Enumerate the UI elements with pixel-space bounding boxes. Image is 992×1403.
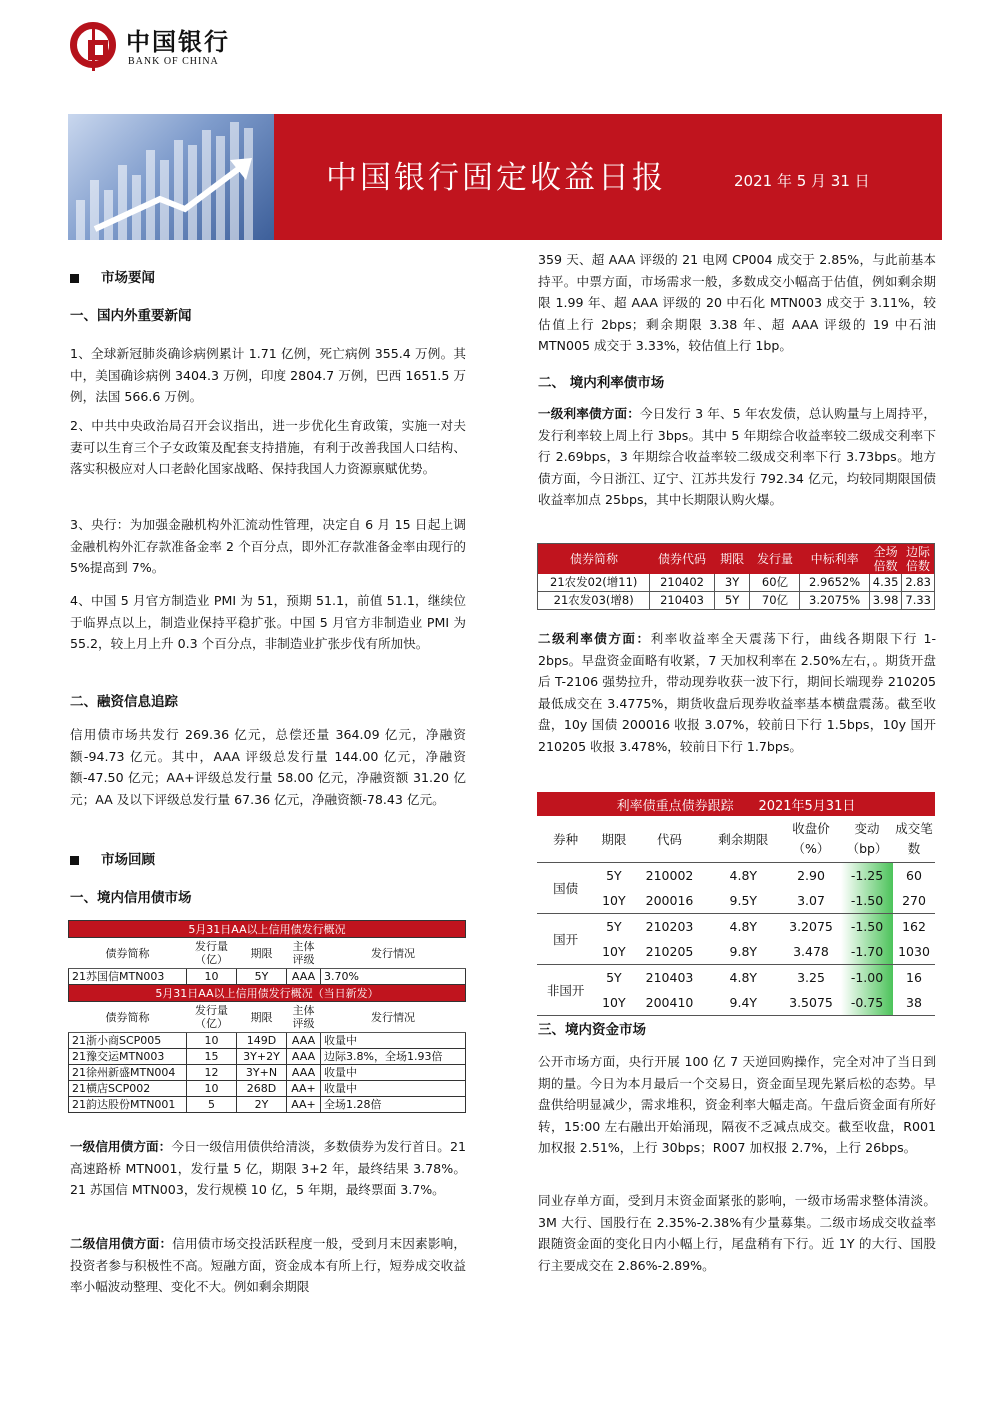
growth-chart-image: [68, 114, 274, 240]
logo-chinese-name: 中国银行: [126, 27, 230, 56]
table-row: 21徐州新盛MTN004 12 3Y+N AAA 收量中: [69, 1065, 466, 1081]
column-header: 期限: [237, 1002, 287, 1033]
column-header: 中标利率: [800, 544, 869, 575]
news-item-1: 1、全球新冠肺炎确诊病例累计 1.71 亿例，死亡病例 355.4 万例。其中，美国确诊病例 3404.3 万例，印度 2804.7 万例，巴西 1651.5 万例，法国 566.6 万例。: [70, 346, 466, 404]
square-bullet-icon: [70, 856, 79, 865]
report-banner: [68, 114, 942, 240]
report-date: 2021 年 5 月 31 日: [734, 172, 870, 190]
table-row: 21苏国信MTN003 10 5Y AAA 3.70%: [69, 969, 466, 985]
section-heading-market-review: 市场回顾: [70, 848, 155, 868]
column-header: 债券简称: [538, 544, 650, 575]
table-title: 5月31日AA以上信用债发行概况: [69, 921, 466, 938]
table-row: 10Y 210205 9.8Y 3.478 -1.70 1030: [537, 939, 935, 965]
funding-paragraph-1: 公开市场方面，央行开展 100 亿 7 天逆回购操作，完全对冲了当日到期的量。今日为本月最后一个交易日，资金面呈现先紧后松的态势。早盘供给明显减少，需求堆积，资金利率大幅走高。午盘后资金面有所好转，15:00 左右融出开始涌现，隔夜不乏减点成交。截至收盘，R001 加权报 2.51%，上行 30bps；R007 加权报 2.7%，上行 26bps。: [538, 1054, 936, 1155]
secondary-rate-paragraph: 二级利率债方面：利率收益率全天震荡下行，曲线各期限下行 1-2bps。早盘资金面略有收紧，7 天加权利率在 2.50%左右，。期货开盘后 T-2106 强势拉升，带动现券收获一波下行，期间长端现券 210205 最低成交在 3.4775%，期货收盘后现券收益率基本横盘震荡。截至收盘，10y 国债 200016 收报 3.07%，较前日下行 1.5bps，10y 国开 210205 收报 3.478%，较前日下行 1.7bps。: [538, 631, 937, 754]
column-header: 收盘价（%）: [792, 820, 830, 856]
column-header: 代码: [657, 831, 683, 847]
primary-credit-paragraph: 一级信用债方面：今日一级信用债供给清淡，多数债券为发行首日。21 高速路桥 MTN001，发行量 5 亿，期限 3+2 年，最终结果 3.78%。21 苏国信 MTN003，发行规模 10 亿，5 年期，最终票面 3.7%。: [70, 1139, 466, 1197]
bank-logo: [70, 22, 260, 74]
table-title: 利率债重点债券跟踪 2021年5月31日: [537, 792, 935, 816]
credit-bond-issuance-table: [68, 920, 466, 1113]
table-title: 5月31日AA以上信用债发行概况（当日新发）: [69, 985, 466, 1002]
column-header: 剩余期限: [718, 831, 769, 847]
table-row: 非国开 5Y 210403 4.8Y 3.25 -1.00 16: [537, 964, 935, 990]
rate-bond-issuance-table: [537, 543, 935, 610]
column-header: 债券简称: [69, 1002, 187, 1033]
table-row: 国债 5Y 210002 4.8Y 2.90 -1.25 60: [537, 862, 935, 888]
column-header: 发行情况: [321, 938, 466, 969]
column-header: 发行情况: [321, 1002, 466, 1033]
column-header: 主体评级: [287, 1002, 321, 1033]
logo-english-name: BANK OF CHINA: [128, 56, 219, 67]
bank-emblem-icon: [70, 22, 116, 68]
section-heading-market-news: 市场要闻: [70, 266, 155, 286]
column-header: 发行量（亿）: [187, 938, 237, 969]
up-arrow-icon: [90, 154, 260, 234]
news-item-3: 3、央行：为加强金融机构外汇流动性管理，决定自 6 月 15 日起上调金融机构外汇存款准备金率 2 个百分点，即外汇存款准备金率由现行的 5%提高到 7%。: [70, 517, 466, 575]
table-row: 21农发02(增11) 210402 3Y 60亿 2.9652% 4.35 2.83: [538, 574, 935, 592]
column-header: 券种: [553, 831, 579, 847]
financing-paragraph: 信用债市场共发行 269.36 亿元，总偿还量 364.09 亿元，净融资额-94.73 亿元。其中，AAA 评级总发行量 144.00 亿元，净融资额-47.50 亿元；AA+评级总发行量 58.00 亿元，净融资额 31.20 亿元；AA 及以下评级总发行量 67.36 亿元，净融资额-78.43 亿元。: [70, 727, 466, 807]
credit-continued-paragraph: 359 天、超 AAA 评级的 21 电网 CP004 成交于 2.85%，与此前基本持平。中票方面，市场需求一般，多数成交小幅高于估值，例如剩余期限 1.99 年、超 AAA 评级的 20 中石化 MTN003 成交于 3.11%，较估值上行 2bps；剩余期限 3.38 年、超 AAA 评级的 19 中石油 MTN005 成交于 3.33%，较估值上行 1bp。: [538, 252, 936, 353]
table-row: 10Y 200016 9.5Y 3.07 -1.50 270: [537, 888, 935, 914]
news-item-4: 4、中国 5 月官方制造业 PMI 为 51，预期 51.1，前值 51.1，继续位于临界点以上，制造业保持平稳扩张。中国 5 月官方非制造业 PMI 为 55.2，较上月上升 0.3 个百分点，非制造业扩张步伐有所加快。: [70, 593, 466, 651]
column-header: 债券简称: [69, 938, 187, 969]
report-title: 中国银行固定收益日报: [326, 160, 666, 196]
column-header: 成交笔数: [895, 820, 933, 856]
subheading-news: 一、国内外重要新闻: [70, 308, 192, 324]
subheading-credit-market: 一、境内信用债市场: [70, 890, 192, 906]
square-bullet-icon: [70, 274, 79, 283]
table-row: 21农发03(增8) 210403 5Y 70亿 3.2075% 3.98 7.33: [538, 592, 935, 610]
column-header: 变动（bp）: [846, 820, 888, 856]
column-header: 债券代码: [650, 544, 714, 575]
secondary-credit-paragraph: 二级信用债方面：信用债市场交投活跃程度一般，受到月末因素影响，投资者参与积极性不高。短融方面，资金成本有所上行，短券成交收益率小幅波动整理、变化不大。例如剩余期限: [70, 1236, 467, 1294]
primary-rate-paragraph: 一级利率债方面：今日发行 3 年、5 年农发债，总认购量与上周持平，发行利率较上周上行 3bps。其中 5 年期综合收益率较二级成交利率下行 2.69bps，3 年期综合收益率较二级成交利率下行 3.73bps。地方债方面，今日浙江、辽宁、江苏共发行 792.34 亿元，均较同期限国债收益率加点 25bps，其中长期限认购火爆。: [538, 406, 937, 507]
subheading-funding-market: 三、境内资金市场: [538, 1022, 646, 1038]
table-row: 10Y 200410 9.4Y 3.5075 -0.75 38: [537, 990, 935, 1016]
column-header: 边际倍数: [902, 544, 935, 575]
bond-type: 非国开: [546, 982, 585, 998]
table-row: 21浙小商SCP005 10 149D AAA 收量中: [69, 1033, 466, 1049]
column-header: 主体评级: [287, 938, 321, 969]
news-item-2: 2、中共中央政治局召开会议指出，进一步优化生育政策，实施一对夫妻可以生育三个子女政策及配套支持措施，有利于改善我国人口结构、落实积极应对人口老龄化国家战略、保持我国人力资源禀赋优势。: [70, 418, 466, 476]
table-row: 21豫交运MTN003 15 3Y+2Y AAA 边际3.8%，全场1.93倍: [69, 1049, 466, 1065]
column-header: 全场倍数: [869, 544, 902, 575]
column-header: 期限: [237, 938, 287, 969]
rate-bond-tracking-table: [537, 792, 935, 1016]
table-row: 国开 5Y 210203 4.8Y 3.2075 -1.50 162: [537, 913, 935, 939]
table-row: 21横店SCP002 10 268D AA+ 收量中: [69, 1081, 466, 1097]
column-header: 发行量（亿）: [187, 1002, 237, 1033]
column-header: 期限: [601, 831, 627, 847]
bond-type: 国开: [553, 931, 579, 947]
column-header: 期限: [714, 544, 750, 575]
funding-paragraph-2: 同业存单方面，受到月末资金面紧张的影响，一级市场需求整体清淡。3M 大行、国股行在 2.35%-2.38%有少量募集。二级市场成交收益率跟随资金面的变化日内小幅上行，尾盘稍有下行。近 1Y 的大行、国股行主要成交在 2.86%-2.89%。: [538, 1193, 936, 1273]
bond-type: 国债: [553, 880, 579, 896]
subheading-rate-market: 二、 境内利率债市场: [538, 375, 665, 391]
subheading-financing: 二、融资信息追踪: [70, 694, 178, 710]
table-row: 21韵达股份MTN001 5 2Y AA+ 全场1.28倍: [69, 1097, 466, 1113]
column-header: 发行量: [750, 544, 800, 575]
